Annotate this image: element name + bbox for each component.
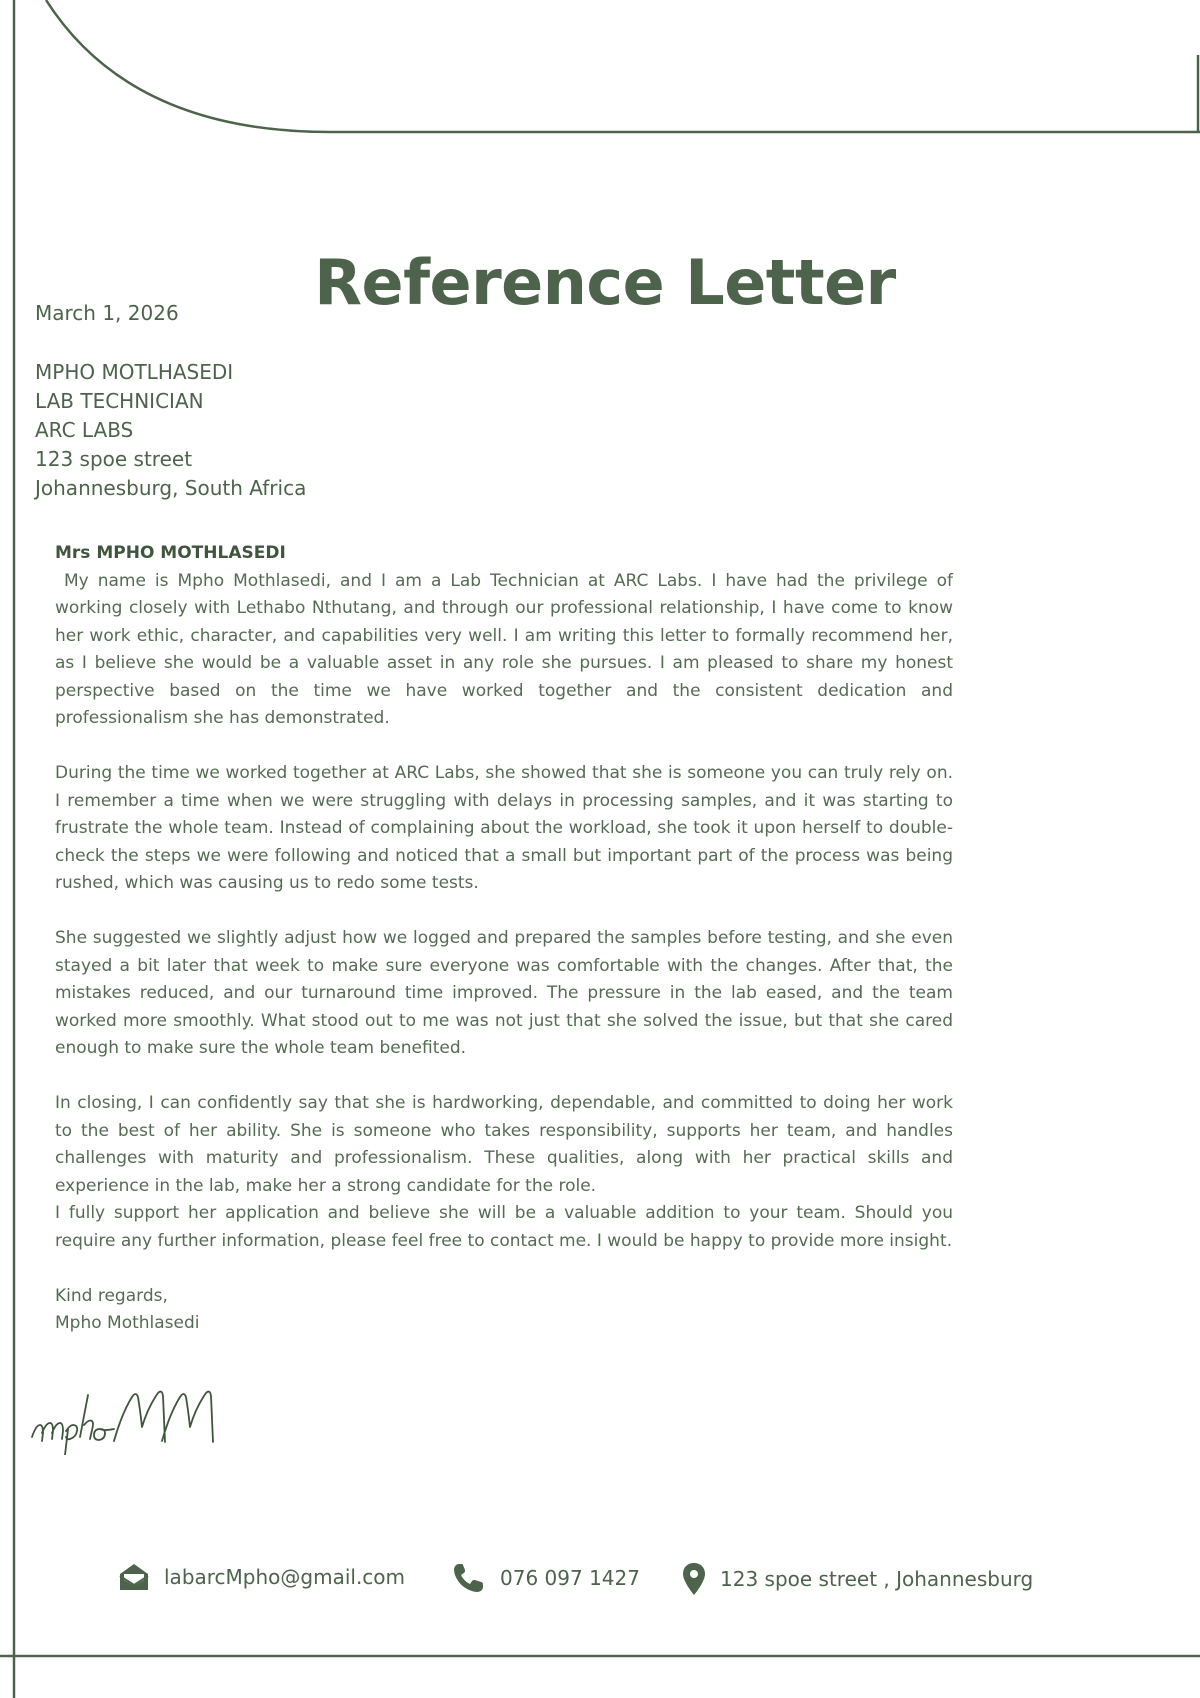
- paragraph-intro: My name is Mpho Mothlasedi, and I am a Lab Technician at ARC Labs. I have had the privilege of working closely with Lethabo Nthutang, and through our professional relationship, I have come to know her work ethic, character, and capabilities very well. I am writing this letter to formally recommend her, as I believe she would be a valuable asset in any role she pursues. I am pleased to share my honest perspective based on the time we have worked together and the consistent dedication and professionalism she has demonstrated.: [55, 570, 959, 728]
- contact-address[interactable]: [682, 1562, 1033, 1596]
- sender-address-block: [35, 358, 306, 503]
- contact-email[interactable]: [118, 1562, 405, 1592]
- paragraph-closing: In closing, I can confidently say that she is hardworking, dependable, and committed to doing her work to the best of her ability. She is someone who takes responsibility, supports her team, and handles challenges with maturity and professionalism. These qualities, along with her practical skills and experience in the lab, make her a strong candidate for the role.: [55, 1093, 953, 1196]
- salutation: Mrs MPHO MOTHLASEDI: [55, 543, 286, 563]
- closing-phrase: Kind regards,: [55, 1285, 168, 1306]
- paragraph-support: I fully support her application and believe she will be a valuable addition to your team. Should you require any further information, please feel free to contact me. I would be happy to provide more insight.: [55, 1203, 953, 1251]
- top-arc-decoration: [46, 0, 330, 132]
- contact-phone[interactable]: [452, 1562, 640, 1594]
- paragraph-experience: During the time we worked together at ARC Labs, she showed that she is someone you can truly rely on. I remember a time when we were struggling with delays in processing samples, and it was starting to frustrate the whole team. Instead of complaining about the workload, she took it upon herself to double-check the steps we were following and noticed that a small but important part of the process was being rushed, which was causing us to redo some tests.: [55, 763, 953, 893]
- contact-address-text: 123 spoe street , Johannesburg: [720, 1567, 1034, 1591]
- letter-date: March 1, 2026: [35, 301, 179, 325]
- signoff-name: Mpho Mothlasedi: [55, 1313, 200, 1333]
- sender-city: Johannesburg, South Africa: [35, 476, 307, 500]
- envelope-open-icon: [118, 1562, 150, 1592]
- closing-block: [55, 1283, 953, 1338]
- contact-phone-text: 076 097 1427: [500, 1566, 640, 1590]
- phone-icon: [452, 1562, 486, 1594]
- contact-email-text: labarcMpho@gmail.com: [164, 1565, 406, 1589]
- page-title: Reference Letter: [314, 246, 896, 319]
- paragraph-example: She suggested we slightly adjust how we logged and prepared the samples before testing, and she even stayed a bit later that week to make sure everyone was comfortable with the changes. After that, the mistakes reduced, and our turnaround time improved. The pressure in the lab eased, and the team worked more smoothly. What stood out to me was not just that she solved the issue, but that she cared enough to make sure the whole team benefited.: [55, 928, 953, 1058]
- letter-body: [55, 540, 959, 1338]
- handwritten-signature: [30, 1385, 260, 1455]
- sender-company: ARC LABS: [35, 418, 134, 442]
- sender-street: 123 spoe street: [35, 447, 193, 471]
- sender-position: LAB TECHNICIAN: [35, 389, 204, 413]
- map-pin-icon: [682, 1562, 706, 1596]
- sender-name: MPHO MOTLHASEDI: [35, 360, 234, 384]
